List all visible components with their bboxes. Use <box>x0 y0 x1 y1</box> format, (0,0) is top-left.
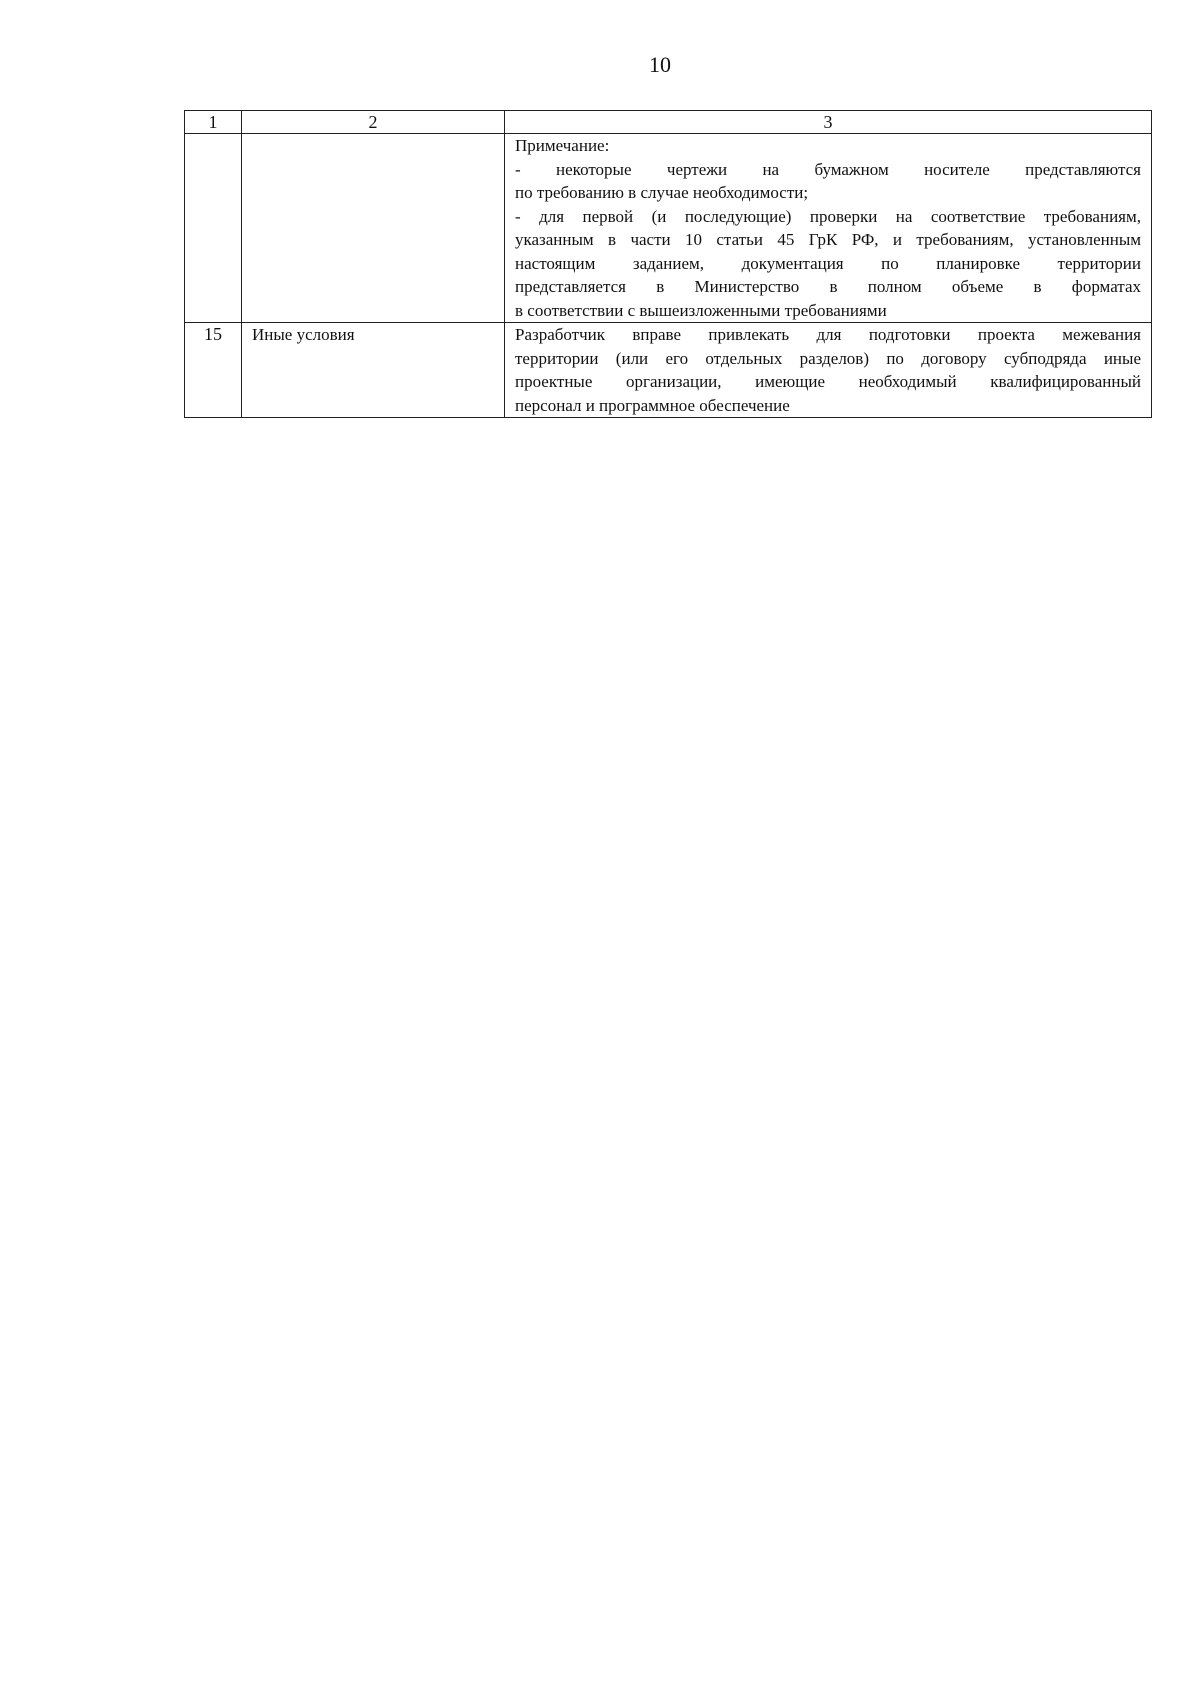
row-description-cell <box>505 323 1152 418</box>
description-line: персонал и программное обеспечение <box>515 395 790 415</box>
note-heading: Примечание: <box>515 136 610 155</box>
requirements-table <box>184 110 1152 418</box>
note-line: - некоторые чертежи на бумажном носителе представляются <box>515 159 1141 179</box>
note-line: указанным в части 10 статьи 45 ГрК РФ, и требованиям, установленным <box>515 230 1141 249</box>
description-line: проектные организации, имеющие необходимый квалифицированный <box>515 372 1141 391</box>
row-name-cell: Иные условия <box>242 323 505 418</box>
header-cell-1: 1 <box>185 111 242 134</box>
note-line: настоящим заданием, документация по планировке территории <box>515 253 1141 273</box>
table-row-15 <box>185 323 1152 418</box>
description-line: территории (или его отдельных разделов) по договору субподряда иные <box>515 348 1141 368</box>
header-cell-3: 3 <box>505 111 1152 134</box>
note-line: представляется в Министерство в полном объеме в форматах <box>515 277 1141 296</box>
header-cell-2: 2 <box>242 111 505 134</box>
note-line: в соответствии с вышеизложенными требованиями <box>515 300 887 320</box>
row-description-cell <box>505 134 1152 323</box>
row-number-cell <box>185 134 242 323</box>
page-number: 10 <box>649 52 671 77</box>
note-line: - для первой (и последующие) проверки на соответствие требованиям, <box>515 206 1141 226</box>
table-row-continuation <box>185 134 1152 323</box>
row-number-cell: 15 <box>185 323 242 418</box>
row-name-cell <box>242 134 505 323</box>
note-line: по требованию в случае необходимости; <box>515 183 809 202</box>
table-header-row <box>185 111 1152 134</box>
description-line: Разработчик вправе привлекать для подготовки проекта межевания <box>515 325 1141 344</box>
